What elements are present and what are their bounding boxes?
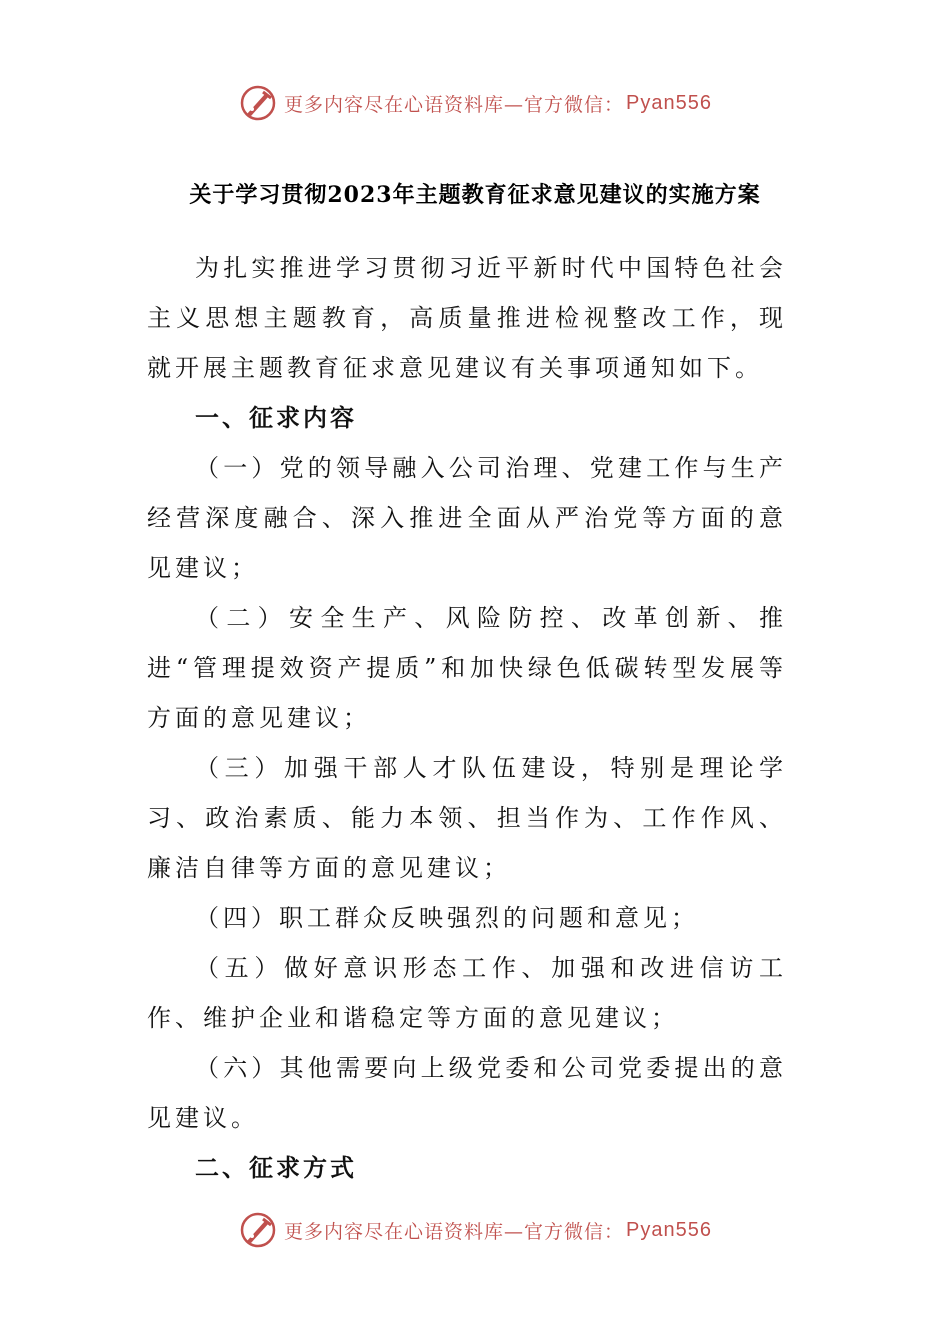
- watermark-text: 更多内容尽在心语资料库—: [284, 93, 525, 116]
- list-item: （二）安全生产、风险防控、改革创新、推进“管理提效资产提质”和加快绿色低碳转型发展等方面的意见建议；: [147, 604, 787, 732]
- list-item: （五）做好意识形态工作、加强和改进信访工作、维护企业和谐稳定等方面的意见建议；: [147, 954, 787, 1032]
- pen-nib-logo-icon: [238, 83, 278, 123]
- section-heading-2: 二、征求方式: [195, 1153, 357, 1182]
- document-body: [147, 243, 787, 1193]
- list-item: （一）党的领导融入公司治理、党建工作与生产经营深度融合、深入推进全面从严治党等方面的意见建议；: [147, 454, 787, 582]
- watermark-wechat-label: 官方微信：: [524, 93, 625, 116]
- watermark-text: 更多内容尽在心语资料库—: [284, 1220, 525, 1243]
- watermark-wechat-id: Pyan556: [626, 1218, 712, 1241]
- watermark-footer: [0, 1208, 950, 1252]
- list-item: （六）其他需要向上级党委和公司党委提出的意见建议。: [147, 1054, 787, 1132]
- section-heading-1: 一、征求内容: [195, 403, 357, 432]
- list-item: （三）加强干部人才队伍建设，特别是理论学习、政治素质、能力本领、担当作为、工作作风、廉洁自律等方面的意见建议；: [147, 754, 787, 882]
- document-title: 关于学习贯彻2023年主题教育征求意见建议的实施方案: [189, 182, 761, 208]
- watermark-wechat-id: Pyan556: [626, 91, 712, 114]
- list-item: （四）职工群众反映强烈的问题和意见；: [195, 904, 699, 932]
- watermark-header: [0, 81, 950, 125]
- watermark-wechat-label: 官方微信：: [524, 1220, 625, 1243]
- pen-nib-logo-icon: [238, 1210, 278, 1250]
- intro-paragraph: 为扎实推进学习贯彻习近平新时代中国特色社会主义思想主题教育，高质量推进检视整改工作，现就开展主题教育征求意见建议有关事项通知如下。: [147, 254, 787, 382]
